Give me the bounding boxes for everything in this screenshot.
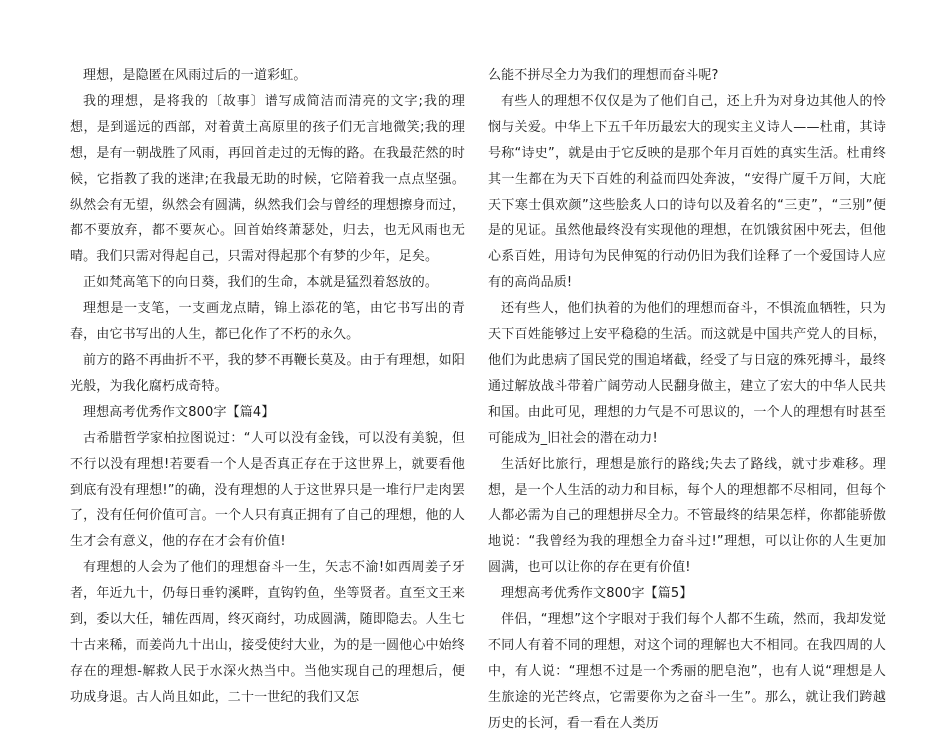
paragraph: 理想高考优秀作文800字【篇4】 [83,404,275,420]
right-column [488,63,886,737]
paragraph: 有理想的人会为了他们的理想奋斗一生，矢志不渝!如西周姜子牙者，年近九十，仍每日垂钓溪畔，直钩钓鱼，坐等贤者。直至文王来到，委以大任，辅佐西周，终灭商纣，功成圆满，随即隐去。人生七十古来稀，而姜尚九十出山，接受使纣大业，为的是一圆他心中始终存在的理想-解救人民于水深火热当中。当他实现自己的理想后，便功成身退。古人尚且如此，二十一世纪的我们又怎 [70,560,465,705]
paragraph: 前方的路不再曲折不平，我的梦不再鞭长莫及。由于有理想，如阳光般，为我化腐朽成奇特。 [70,352,465,394]
left-column [70,63,465,711]
paragraph: 生活好比旅行，理想是旅行的路线;失去了路线，就寸步难移。理想，是一个人生活的动力和目标，每个人的理想都不尽相同，但每个人都必需为自己的理想拼尽全力。不管最终的结果怎样，你都能骄傲地说：“我曾经为我的理想全力奋斗过!”理想，可以让你的人生更加圆满，也可以让你的存在更有价值! [488,456,886,576]
paragraph: 理想高考优秀作文800字【篇5】 [501,586,693,602]
paragraph: 我的理想，是将我的〔故事〕谱写成简洁而清亮的文字;我的理想，是到遥远的西部，对着黄土高原里的孩子们无言地微笑;我的理想，是有一朝战胜了风雨，再回首走过的无悔的路。在我最茫然的时候，它指教了我的迷津;在我最无助的时候，它陪着我一点点坚强。纵然会有无望，纵然会有圆满，纵然我们会与曾经的理想擦身而过，都不要放弃，都不要灰心。回首始终萧瑟处，归去，也无风雨也无晴。我们只需对得起自己，只需对得起那个有梦的少年，足矣。 [70,93,465,265]
paragraph: 么能不拼尽全力为我们的理想而奋斗呢? [488,68,719,83]
paragraph: 有些人的理想不仅仅是为了他们自己，还上升为对身边其他人的怜悯与关爱。中华上下五千年历最宏大的现实主义诗人——杜甫，其诗号称“诗史”，就是由于它反映的是那个年月百姓的真实生活。杜甫终其一生都在为天下百姓的利益而四处奔波，“安得广厦千万间，大庇天下寒士俱欢颜”这些脍炙人口的诗句以及着名的“三吏”，“三别”便是的见证。虽然他最终没有实现他的理想，在饥饿贫困中死去，但他心系百姓，用诗句为民伸冤的行动仍旧为我们诠释了一个爱国诗人应有的高尚品质! [488,93,886,291]
paragraph: 理想，是隐匿在风雨过后的一道彩虹。 [83,68,307,83]
paragraph: 还有些人，他们执着的为他们的理想而奋斗，不惧流血牺牲，只为天下百姓能够过上安平稳稳的生活。而这就是中国共产党人的目标，他们为此患病了国民党的围追堵截，经受了与日寇的殊死搏斗，最终通过解放战斗带着广阔劳动人民翻身做主，建立了宏大的中华人民共和国。由此可见，理想的力气是不可思议的，一个人的理想有时甚至可能成为_旧社会的潜在动力! [488,301,886,446]
paragraph: 古希腊哲学家柏拉图说过：“人可以没有金钱，可以没有美貌，但不行以没有理想!若要看一个人是否真正存在于这世界上，就要看他到底有没有理想!”的确，没有理想的人于这世界只是一堆行尸走肉罢了，没有任何价值可言。一个人只有真正拥有了自己的理想，他的人生才会有意义，他的存在才会有价值! [70,430,465,550]
paragraph: 理想是一支笔，一支画龙点睛，锦上添花的笔，由它书写出的青春，由它书写出的人生，都已化作了不朽的永久。 [70,301,465,343]
paragraph: 伴侣，“理想”这个字眼对于我们每个人都不生疏，然而，我却发觉不同人有着不同的理想，对这个词的理解也大不相同。在我四周的人中，有人说：“理想不过是一个秀丽的肥皂泡”，也有人说“理想是人生旅途的光芒终点，它需要你为之奋斗一生”。那么，就让我们跨越历史的长河，看一看在人类历 [488,612,886,731]
paragraph: 正如梵高笔下的向日葵，我们的生命，本就是猛烈着怒放的。 [83,275,439,291]
